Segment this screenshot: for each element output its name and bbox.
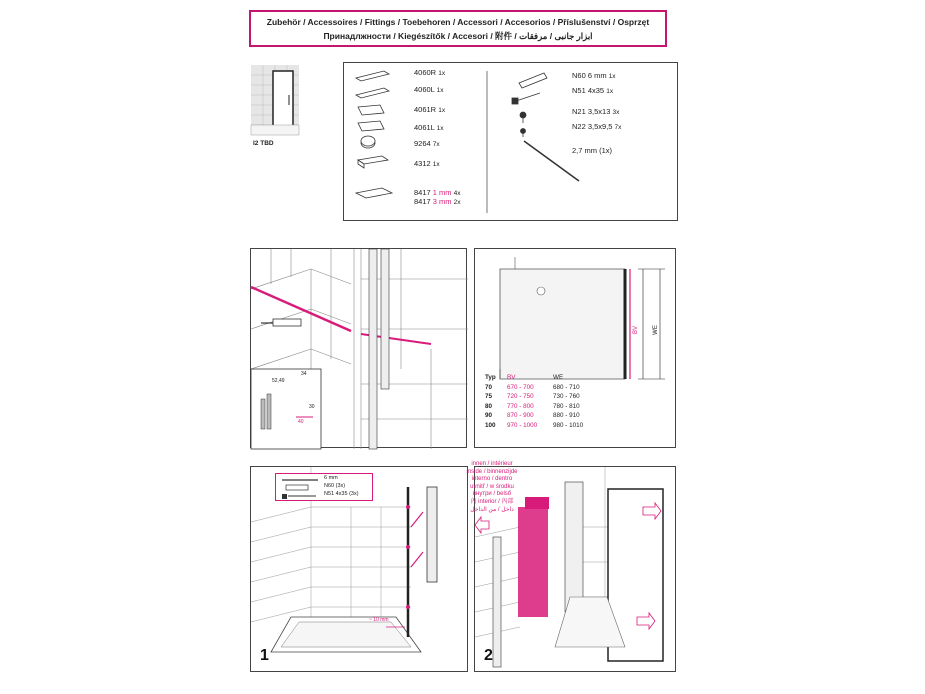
table-row: 90 870 - 900 880 - 910 (485, 412, 580, 419)
part-row: 8417 3 mm 2x (414, 197, 461, 206)
wall-profile-panel (250, 248, 467, 448)
inside-legend: innen / intérieur inside / binnenzijde interno / dentro uvnitř / w środku внутри / belső 內 interior / 內部 داخل / من الداخل (466, 461, 518, 513)
step-1-panel (250, 466, 468, 672)
part-row: N22 3,5x9,5 7x (572, 122, 622, 131)
step-1-fastener-callout (275, 473, 373, 501)
bv-label: BV (633, 325, 640, 335)
step-2-panel (466, 461, 676, 672)
table-header-cell: WE (553, 374, 564, 381)
dim-label: 52,49 (272, 378, 285, 384)
we-label: WE (652, 325, 659, 335)
gap-label: ~ 10 mm (369, 617, 389, 623)
header-line-1: Zubehör / Accessoires / Fittings / Toebehoren / Accessori / Accesorios / Příslušenství / Osprzęt (266, 17, 650, 27)
dim-label: 40 (298, 419, 304, 425)
table-header (485, 373, 603, 383)
parts-panel (343, 62, 678, 221)
table-header-cell: BV (507, 374, 516, 381)
model-thumbnail (251, 65, 299, 135)
part-row: 4312 1x (414, 159, 440, 168)
part-row: N60 6 mm 1x (572, 71, 616, 80)
table-header-cell: Typ (485, 374, 496, 381)
fastener-icons (278, 475, 322, 501)
screw-label: N51 4x35 (3x) (324, 491, 359, 497)
header-line-2: Принадлжности / Kiegészítők / Accesori / 附件 / ابزار جانبی / مرفقات (323, 31, 593, 41)
part-row: N21 3,5x13 3x (572, 107, 620, 116)
step-number: 1 (260, 647, 269, 664)
part-row: 4061L 1x (414, 123, 444, 132)
part-row: 4061R 1x (414, 105, 446, 114)
model-label: I2 TBD (253, 140, 274, 147)
part-row: 8417 1 mm 4x (414, 188, 461, 197)
step-number: 2 (484, 647, 493, 664)
dimension-table (485, 373, 603, 430)
table-row: 80 770 - 800 780 - 810 (485, 402, 580, 410)
accessories-header (249, 10, 667, 47)
dim-label: 30 (309, 404, 315, 410)
part-row: 4060R 1x (414, 68, 446, 77)
part-row: N51 4x35 1x (572, 86, 614, 95)
part-row: 4060L 1x (414, 85, 444, 94)
table-row: 75 720 - 750 730 - 760 (485, 393, 580, 400)
table-row: 70 670 - 700 680 - 710 (485, 383, 580, 391)
part-row: 9264 7x (414, 139, 440, 148)
dim-label: 34 (301, 371, 307, 377)
wall-profile-drawing (251, 249, 468, 449)
drill-label: 6 mm (324, 475, 338, 481)
anchor-label: N60 (3x) (324, 483, 346, 489)
dimension-panel (474, 248, 676, 448)
part-row: 2,7 mm (1x) (572, 146, 613, 155)
table-row: 100 970 - 1000 980 - 1010 (485, 421, 584, 429)
parts-illustrations (344, 63, 679, 222)
shower-thumbnail-drawing (251, 65, 299, 135)
